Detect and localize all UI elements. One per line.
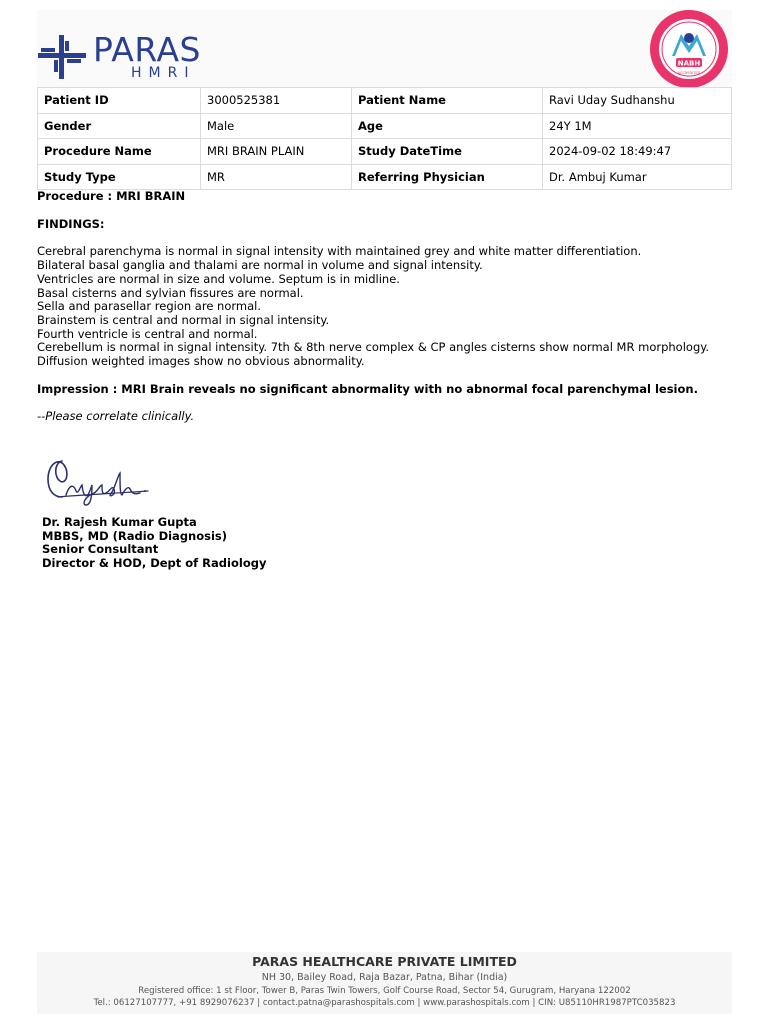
referring-physician-value: Dr. Ambuj Kumar [543, 164, 732, 190]
finding-line: Basal cisterns and sylvian fissures are normal. [37, 285, 304, 300]
table-row [38, 88, 732, 114]
doctor-designation: Senior Consultant [42, 542, 159, 557]
seal-label: NABH [677, 59, 701, 68]
age-value: 24Y 1M [543, 113, 732, 139]
nabh-accreditation-seal [648, 8, 730, 90]
patient-name-value: Ravi Uday Sudhanshu [543, 88, 732, 114]
findings-heading: FINDINGS: [37, 216, 105, 231]
impression-text: Impression : MRI Brain reveals no significant abnormality with no abnormal focal parenchymal lesion. [37, 381, 698, 396]
footer-registered-office: Registered office: 1 st Floor, Tower B, Paras Twin Towers, Golf Course Road, Sector 54, Gurugram, Haryana 122002 [138, 985, 631, 996]
age-label: Age [352, 113, 543, 139]
patient-id-value: 3000525381 [201, 88, 352, 114]
footer-address: NH 30, Bailey Road, Raja Bazar, Patna, Bihar (India) [261, 972, 508, 983]
study-datetime-label: Study DateTime [352, 139, 543, 165]
study-type-value: MR [201, 164, 352, 190]
finding-line: Brainstem is central and normal in signal intensity. [37, 312, 330, 327]
procedure-name-label: Procedure Name [38, 139, 201, 165]
patient-id-label: Patient ID [38, 88, 201, 114]
paras-hmri-logo [37, 32, 237, 84]
finding-line: Cerebellum is normal in signal intensity. 7th & 8th nerve complex & CP angles cisterns show normal MR morphology. [37, 340, 710, 355]
finding-line: Sella and parasellar region are normal. [37, 299, 261, 314]
doctor-qualification: MBBS, MD (Radio Diagnosis) [42, 528, 228, 543]
logo-subwordmark: HMRI [131, 65, 196, 81]
finding-line: Bilateral basal ganglia and thalami are normal in volume and signal intensity. [37, 258, 483, 273]
finding-line: Fourth ventricle is central and normal. [37, 326, 258, 341]
finding-line: Cerebral parenchyma is normal in signal intensity with maintained grey and white matter differentiation. [37, 244, 642, 259]
gender-label: Gender [38, 113, 201, 139]
logo-wordmark: PARAS [93, 30, 201, 69]
referring-physician-label: Referring Physician [352, 164, 543, 190]
procedure-heading: Procedure : MRI BRAIN [37, 189, 186, 203]
doctor-signature [40, 455, 160, 507]
table-row [38, 139, 732, 165]
study-type-label: Study Type [38, 164, 201, 190]
paras-cross-icon [37, 32, 89, 82]
procedure-name-value: MRI BRAIN PLAIN [201, 139, 352, 165]
seal-subtext: ACCREDITED [677, 71, 701, 75]
report-body [37, 190, 737, 424]
finding-line: Diffusion weighted images show no obvious abnormality. [37, 354, 365, 369]
table-row [38, 113, 732, 139]
doctor-name: Dr. Rajesh Kumar Gupta [42, 515, 197, 529]
footer [37, 953, 732, 1009]
patient-info-table [37, 87, 732, 190]
gender-value: Male [201, 113, 352, 139]
doctor-department: Director & HOD, Dept of Radiology [42, 556, 267, 571]
table-row [38, 164, 732, 190]
doctor-details [42, 516, 266, 571]
finding-line: Ventricles are normal in size and volume. Septum is in midline. [37, 271, 400, 286]
findings-list [37, 245, 737, 368]
study-datetime-value: 2024-09-02 18:49:47 [543, 139, 732, 165]
footer-company: PARAS HEALTHCARE PRIVATE LIMITED [252, 954, 517, 969]
correlate-note: --Please correlate clinically. [37, 409, 195, 424]
footer-contact: Tel.: 06127107777, +91 8929076237 | contact.patna@parashospitals.com | www.parashospitals.com | CIN: U85110HR1987PTC035823 [93, 997, 676, 1008]
patient-name-label: Patient Name [352, 88, 543, 114]
